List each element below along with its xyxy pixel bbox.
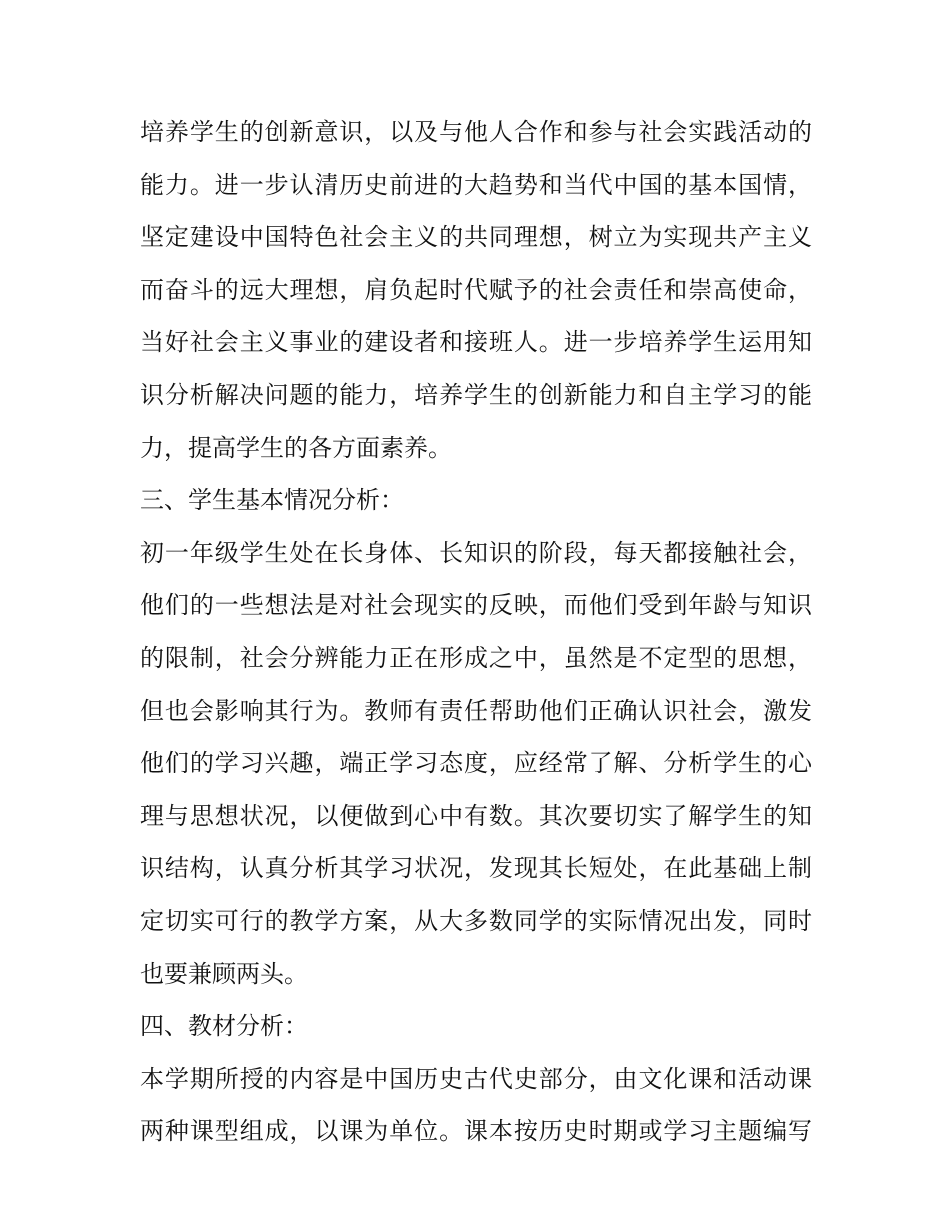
text-line: 也要兼顾两头。	[140, 959, 308, 988]
text-line: 坚定建设中国特色社会主义的共同理想，树立为实现共产主义	[140, 223, 812, 252]
text-line: 他们的一些想法是对社会现实的反映，而他们受到年龄与知识	[140, 591, 812, 620]
text-line: 当好社会主义事业的建设者和接班人。进一步培养学生运用知	[140, 328, 812, 357]
text-line: 而奋斗的远大理想，肩负起时代赋予的社会责任和崇高使命，	[140, 275, 812, 304]
text-line: 但也会影响其行为。教师有责任帮助他们正确认识社会，激发	[140, 696, 812, 725]
document-body	[140, 106, 812, 1158]
text-line: 力，提高学生的各方面素养。	[140, 433, 452, 462]
text-line: 能力。进一步认清历史前进的大趋势和当代中国的基本国情，	[140, 170, 812, 199]
text-line: 识结构，认真分析其学习状况，发现其长短处，在此基础上制	[140, 854, 812, 883]
section-heading: 四、教材分析：	[140, 1012, 308, 1041]
text-line: 两种课型组成，以课为单位。课本按历史时期或学习主题编写	[140, 1117, 812, 1146]
section-heading: 三、学生基本情况分析：	[140, 486, 404, 515]
text-line: 定切实可行的教学方案，从大多数同学的实际情况出发，同时	[140, 906, 812, 935]
text-line: 理与思想状况，以便做到心中有数。其次要切实了解学生的知	[140, 801, 812, 830]
text-line: 初一年级学生处在长身体、长知识的阶段，每天都接触社会，	[140, 538, 812, 567]
text-line: 的限制，社会分辨能力正在形成之中，虽然是不定型的思想，	[140, 643, 812, 672]
text-line: 识分析解决问题的能力，培养学生的创新能力和自主学习的能	[140, 380, 812, 409]
text-line: 他们的学习兴趣，端正学习态度，应经常了解、分析学生的心	[140, 749, 812, 778]
text-line: 本学期所授的内容是中国历史古代史部分，由文化课和活动课	[140, 1064, 812, 1093]
text-line: 培养学生的创新意识，以及与他人合作和参与社会实践活动的	[140, 118, 812, 146]
